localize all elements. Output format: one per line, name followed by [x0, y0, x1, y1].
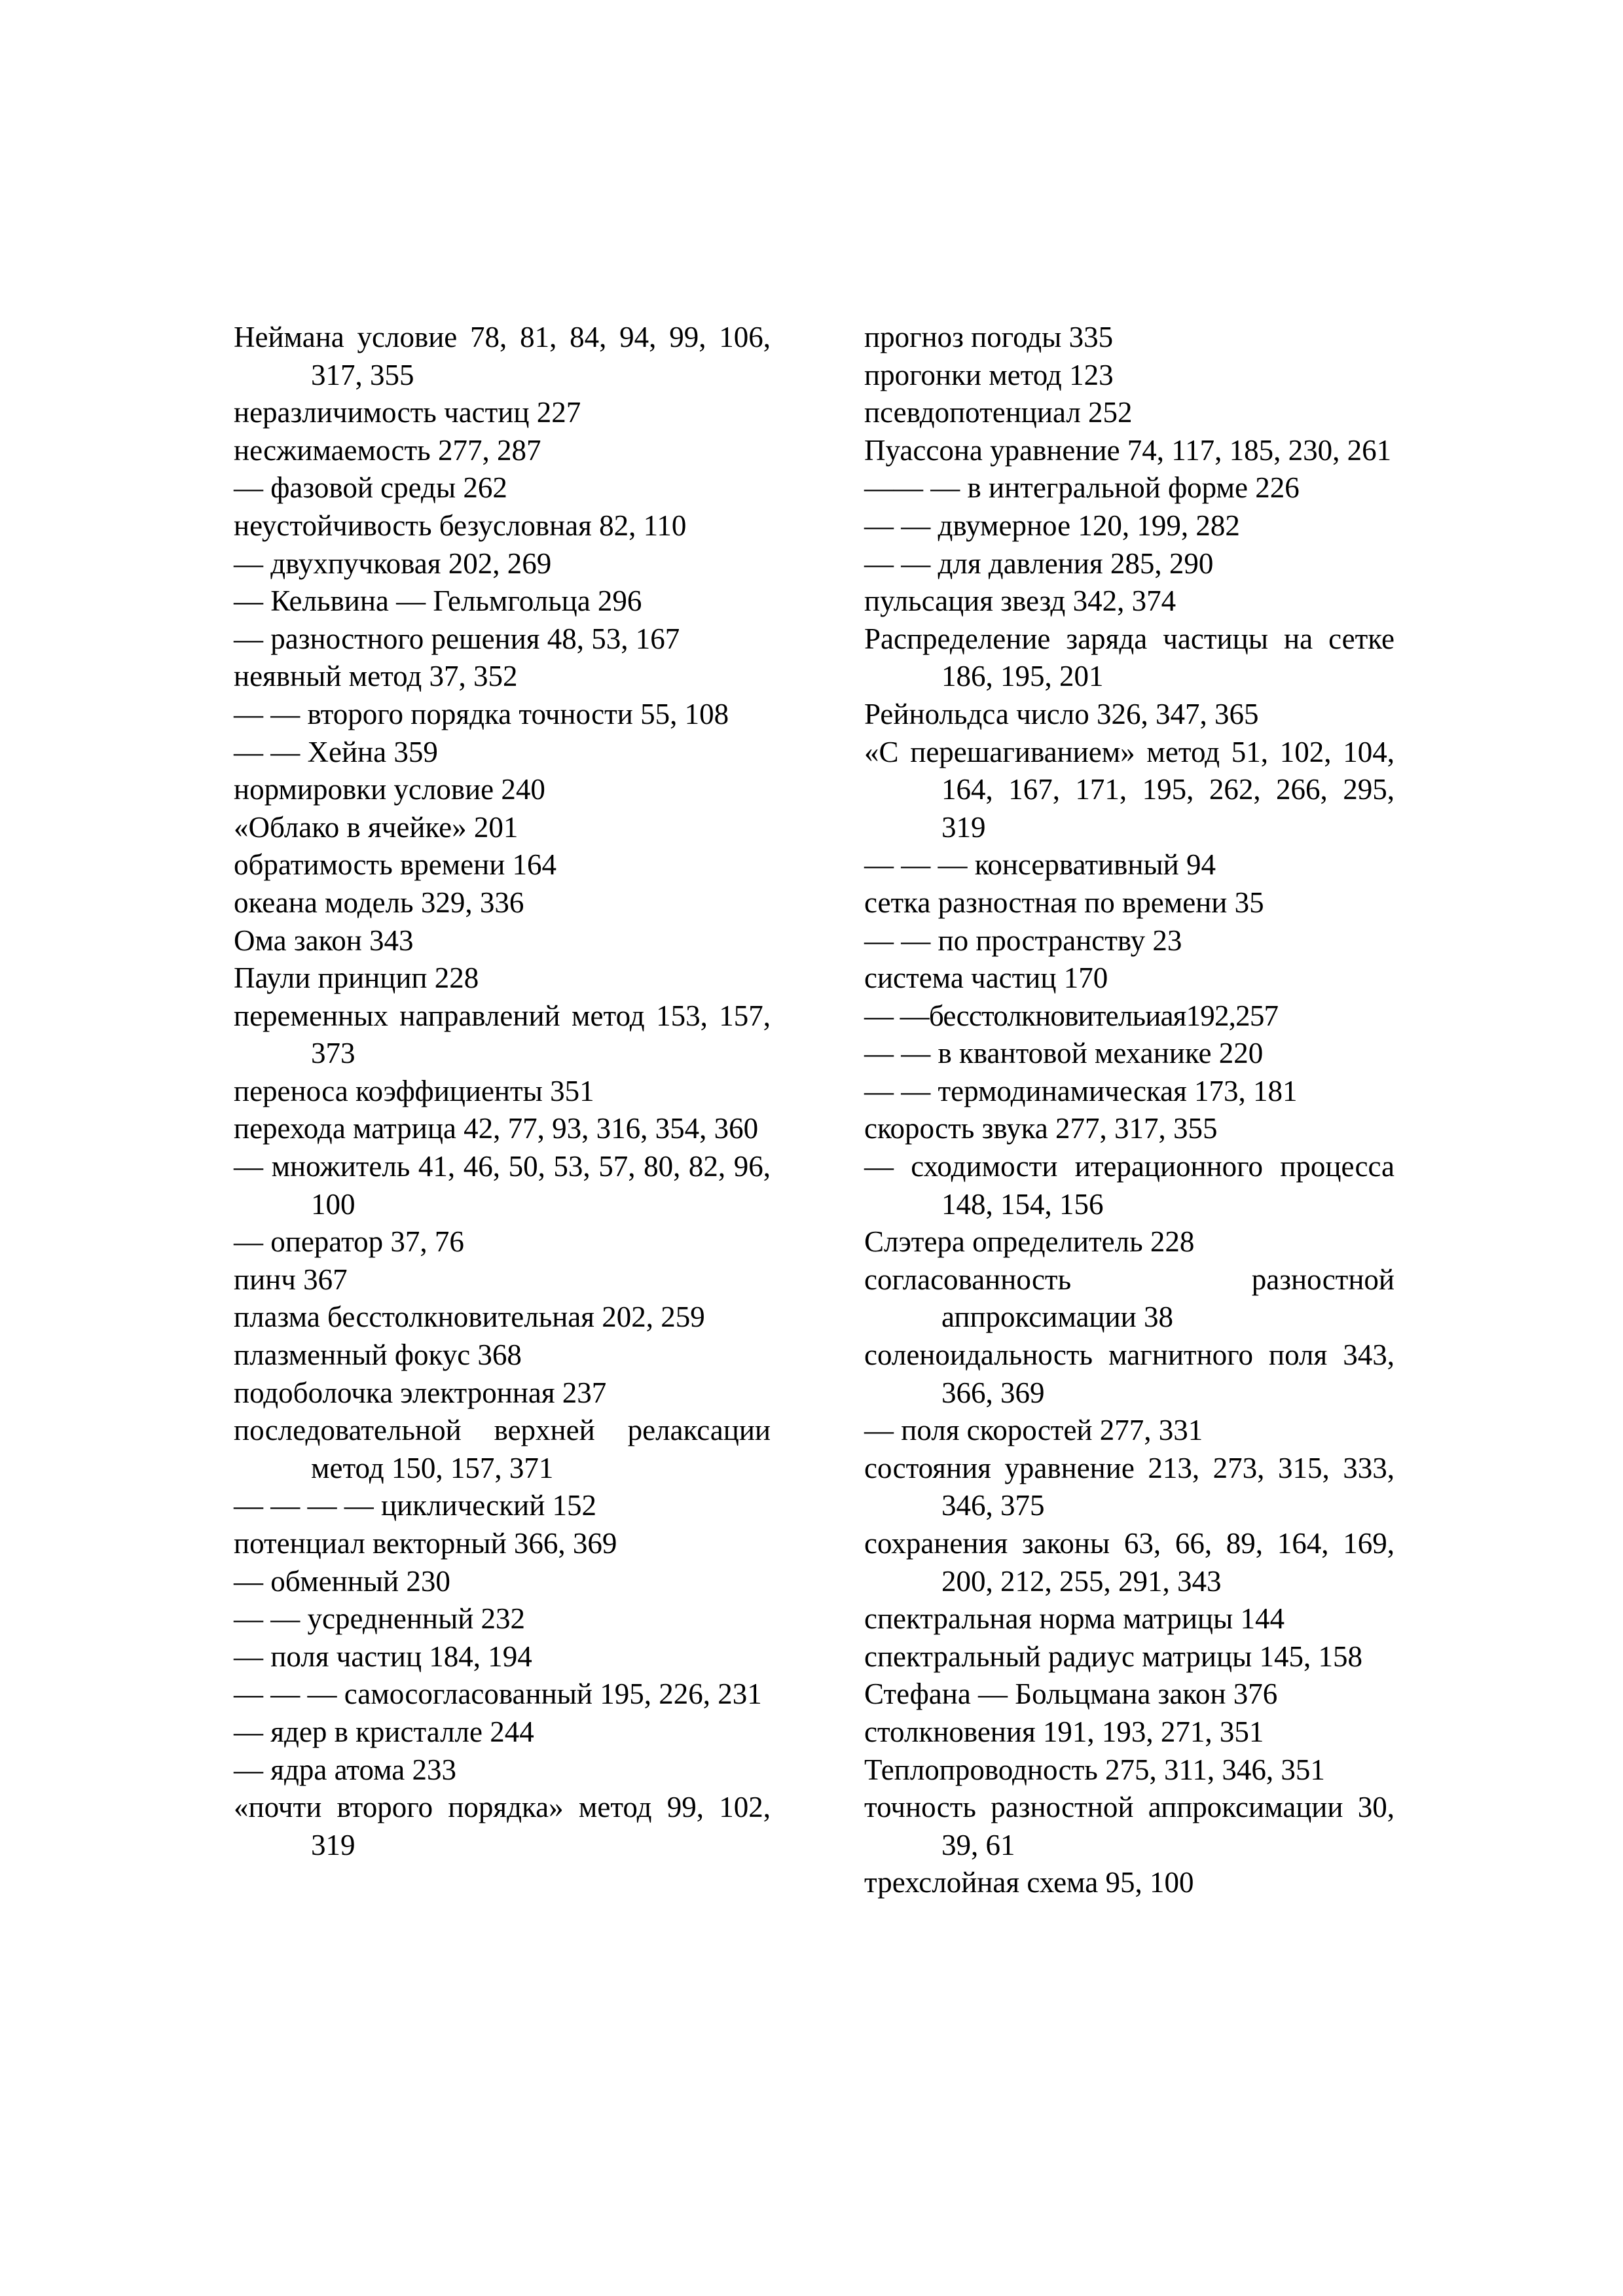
index-entry: Слэтера определитель 228: [864, 1225, 1195, 1259]
index-entry: точность разностной аппроксимации 30, 39, 61: [864, 1791, 1395, 1861]
index-entry: спектральный радиус матрицы 145, 158: [864, 1640, 1363, 1673]
index-entry: — множитель 41, 46, 50, 53, 57, 80, 82, 96, 100: [234, 1150, 771, 1221]
index-entry: несжимаемость 277, 287: [234, 433, 541, 467]
index-entry: подоболочка электронная 237: [234, 1376, 607, 1409]
index-entry: — — для давления 285, 290: [864, 547, 1214, 580]
index-entry: — — термодинамическая 173, 181: [864, 1074, 1298, 1107]
index-entry: неустойчивость безусловная 82, 110: [234, 509, 687, 542]
index-entry: соленоидальность магнитного поля 343, 366, 369: [864, 1338, 1395, 1409]
index-entry: сохранения законы 63, 66, 89, 164, 169, 200, 212, 255, 291, 343: [864, 1527, 1395, 1598]
index-entry: прогноз погоды 335: [864, 321, 1114, 353]
index-entry: Стефана — Больцмана закон 376: [864, 1677, 1278, 1711]
index-entry: нормировки условие 240: [234, 773, 545, 806]
index-entry: — поля скоростей 277, 331: [864, 1414, 1203, 1447]
index-entry: согласованность разностной аппроксимации 38: [864, 1263, 1395, 1334]
index-entry: пульсация звезд 342, 374: [864, 584, 1176, 618]
index-entry: Распределение заряда частицы на сетке 186, 195, 201: [864, 622, 1395, 693]
index-entry: «Облако в ячейке» 201: [234, 810, 519, 844]
index-entry: — Кельвина — Гельмгольца 296: [234, 584, 642, 618]
index-entry: — двухпучковая 202, 269: [234, 547, 552, 580]
index-entry: «почти второго порядка» метод 99, 102, 319: [234, 1791, 771, 1861]
index-entry: — — в квантовой механике 220: [864, 1037, 1264, 1070]
index-entry: — — — самосогласованный 195, 226, 231: [234, 1677, 762, 1711]
index-entry: — — — консервативный 94: [864, 848, 1216, 882]
index-entry: перехода матрица 42, 77, 93, 316, 354, 360: [234, 1112, 759, 1145]
index-entry: — — второго порядка точности 55, 108: [234, 697, 729, 730]
index-entry: скорость звука 277, 317, 355: [864, 1112, 1218, 1145]
index-entry: столкновения 191, 193, 271, 351: [864, 1715, 1264, 1748]
index-entry: — — усредненный 232: [234, 1602, 526, 1636]
index-entry: Пуассона уравнение 74, 117, 185, 230, 261: [864, 433, 1392, 467]
index-entry: — обменный 230: [234, 1564, 450, 1598]
index-entry: — ядер в кристалле 244: [234, 1715, 534, 1748]
index-entry: система частиц 170: [864, 961, 1108, 995]
index-entry: пинч 367: [234, 1263, 348, 1296]
index-entry: Ома закон 343: [234, 924, 414, 957]
index-entry: — — Хейна 359: [234, 735, 438, 768]
index-entry: спектральная норма матрицы 144: [864, 1602, 1285, 1636]
index-entry: — ядра атома 233: [234, 1753, 456, 1786]
index-entry: Неймана условие 78, 81, 84, 94, 99, 106, 317, 355: [234, 321, 771, 391]
index-entry: последовательной верхней релаксации метод 150, 157, 371: [234, 1414, 771, 1484]
index-entry: — фазовой среды 262: [234, 471, 507, 505]
index-entry: прогонки метод 123: [864, 358, 1114, 391]
index-entry: переменных направлений метод 153, 157, 373: [234, 999, 771, 1070]
index-entry: —— — в интегральной форме 226: [864, 471, 1300, 505]
index-entry: неявный метод 37, 352: [234, 660, 518, 693]
index-entry: псевдопотенциал 252: [864, 396, 1133, 429]
index-entry: — разностного решения 48, 53, 167: [234, 622, 680, 655]
index-entry: Паули принцип 228: [234, 961, 479, 995]
index-entry: состояния уравнение 213, 273, 315, 333, 346, 375: [864, 1451, 1395, 1522]
index-entry: трехслойная схема 95, 100: [864, 1866, 1194, 1899]
index-entry: — поля частиц 184, 194: [234, 1640, 532, 1673]
index-entry: обратимость времени 164: [234, 848, 557, 882]
index-entry: Теплопроводность 275, 311, 346, 351: [864, 1753, 1325, 1786]
index-entry: сетка разностная по времени 35: [864, 886, 1264, 919]
index-column-left: [234, 319, 771, 1864]
index-entry: — сходимости итерационного процесса 148, 154, 156: [864, 1150, 1395, 1221]
index-entry: потенциал векторный 366, 369: [234, 1527, 617, 1560]
index-entry: — — — — циклический 152: [234, 1489, 597, 1522]
index-entry: плазма бесстолкновительная 202, 259: [234, 1300, 705, 1334]
index-entry: — —бесстолкновительиая192,257: [864, 999, 1279, 1032]
index-column-right: [864, 319, 1395, 1902]
index-entry: — — двумерное 120, 199, 282: [864, 509, 1240, 542]
index-entry: неразличимость частиц 227: [234, 396, 581, 429]
index-entry: Рейнольдса число 326, 347, 365: [864, 697, 1259, 730]
index-entry: переноса коэффициенты 351: [234, 1074, 594, 1107]
index-entry: — — по пространству 23: [864, 924, 1182, 957]
index-entry: плазменный фокус 368: [234, 1338, 522, 1372]
index-entry: «С перешагиванием» метод 51, 102, 104, 164, 167, 171, 195, 262, 266, 295, 319: [864, 735, 1395, 844]
index-entry: океана модель 329, 336: [234, 886, 524, 919]
index-entry: — оператор 37, 76: [234, 1225, 464, 1259]
